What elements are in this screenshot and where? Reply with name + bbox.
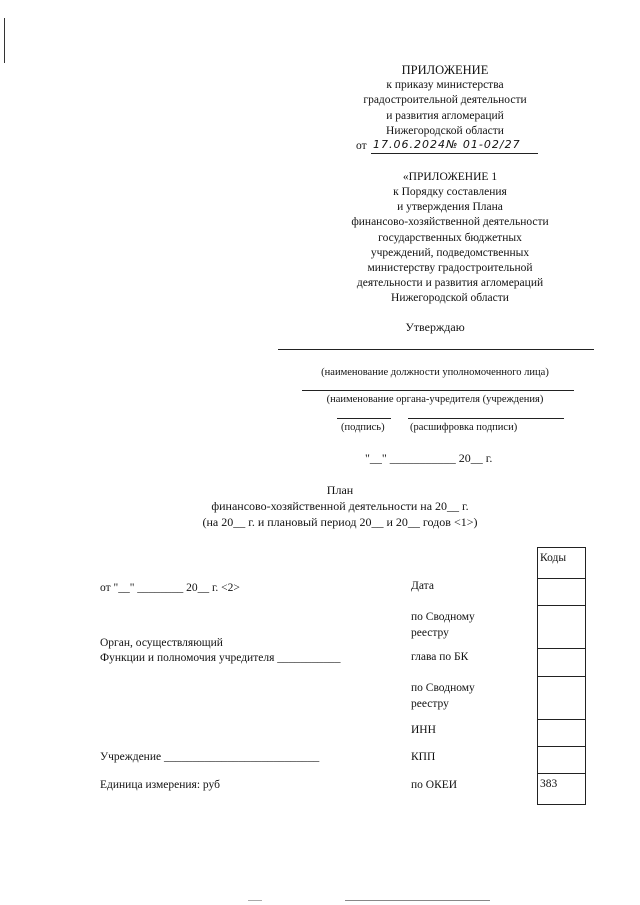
code-label-okei: по ОКЕИ <box>411 779 458 791</box>
code-cell-registry-2 <box>538 677 586 720</box>
plan-title: План <box>326 483 354 497</box>
appendix-line: и утверждения Плана <box>397 201 503 213</box>
order-handwritten: 17.06.2024№ 01-02/27 <box>373 138 521 151</box>
order-underline <box>371 153 538 154</box>
code-label-registry-2: по Сводному реестру <box>411 682 475 710</box>
code-cell-registry <box>538 606 586 649</box>
plan-subtitle: финансово-хозяйственной деятельности на 20__ г. <box>211 499 469 513</box>
organ-label-1: Орган, осуществляющий <box>100 637 223 649</box>
codes-table <box>537 547 586 805</box>
codes-header: Коды <box>538 548 586 579</box>
appendix-line: государственных бюджетных <box>378 232 522 244</box>
margin-mark <box>4 18 5 63</box>
appendix-line: учреждений, подведомственных <box>370 247 530 259</box>
code-cell-kpp <box>538 747 586 774</box>
institution-label: Учреждение ___________________________ <box>100 751 320 763</box>
organ-label-2: Функции и полномочия учредителя ___________ <box>100 652 341 664</box>
code-label-date: Дата <box>411 580 434 592</box>
code-label-kpp: КПП <box>411 751 436 763</box>
plan-period: (на 20__ г. и плановый период 20__ и 20__ годов <1>) <box>202 515 478 529</box>
header-line: Нижегородской области <box>386 125 504 137</box>
appendix-line: «ПРИЛОЖЕНИЕ 1 <box>402 171 498 183</box>
code-cell-date <box>538 579 586 606</box>
position-line <box>278 349 594 350</box>
decode-caption: (расшифровка подписи) <box>410 422 518 433</box>
decode-line <box>408 418 564 419</box>
approval-date: "__" ___________ 20__ г. <box>365 451 493 465</box>
code-cell-bk <box>538 649 586 677</box>
appendix-line: Нижегородской области <box>391 292 509 304</box>
header-title: ПРИЛОЖЕНИЕ <box>401 63 489 77</box>
signature-line <box>337 418 391 419</box>
organ-caption: (наименование органа-учредителя (учреждения) <box>326 394 544 405</box>
appendix-line: к Порядку составления <box>393 186 507 198</box>
header-line: к приказу министерства <box>386 79 504 91</box>
position-caption: (наименование должности уполномоченного лица) <box>321 367 549 378</box>
code-label-bk: глава по БК <box>411 651 469 663</box>
form-date: от "__" ________ 20__ г. <2> <box>100 582 240 594</box>
header-line: градостроительной деятельности <box>363 94 527 106</box>
appendix-line: министерству градостроительной <box>367 262 533 274</box>
signature-caption: (подпись) <box>341 422 385 433</box>
appendix-line: финансово-хозяйственной деятельности <box>351 216 549 228</box>
organ-line <box>302 390 574 391</box>
code-cell-inn <box>538 720 586 747</box>
appendix-line: деятельности и развития агломераций <box>356 277 544 289</box>
approval-title: Утверждаю <box>405 320 465 334</box>
bottom-mark <box>345 900 490 901</box>
code-cell-okei: 383 <box>538 774 586 805</box>
unit-label: Единица измерения: руб <box>100 779 220 791</box>
order-prefix: от <box>356 140 367 152</box>
header-line: и развития агломераций <box>386 110 504 122</box>
code-label-registry: по Сводному реестру <box>411 611 475 639</box>
code-label-inn: ИНН <box>411 724 436 736</box>
bottom-mark <box>248 900 262 901</box>
